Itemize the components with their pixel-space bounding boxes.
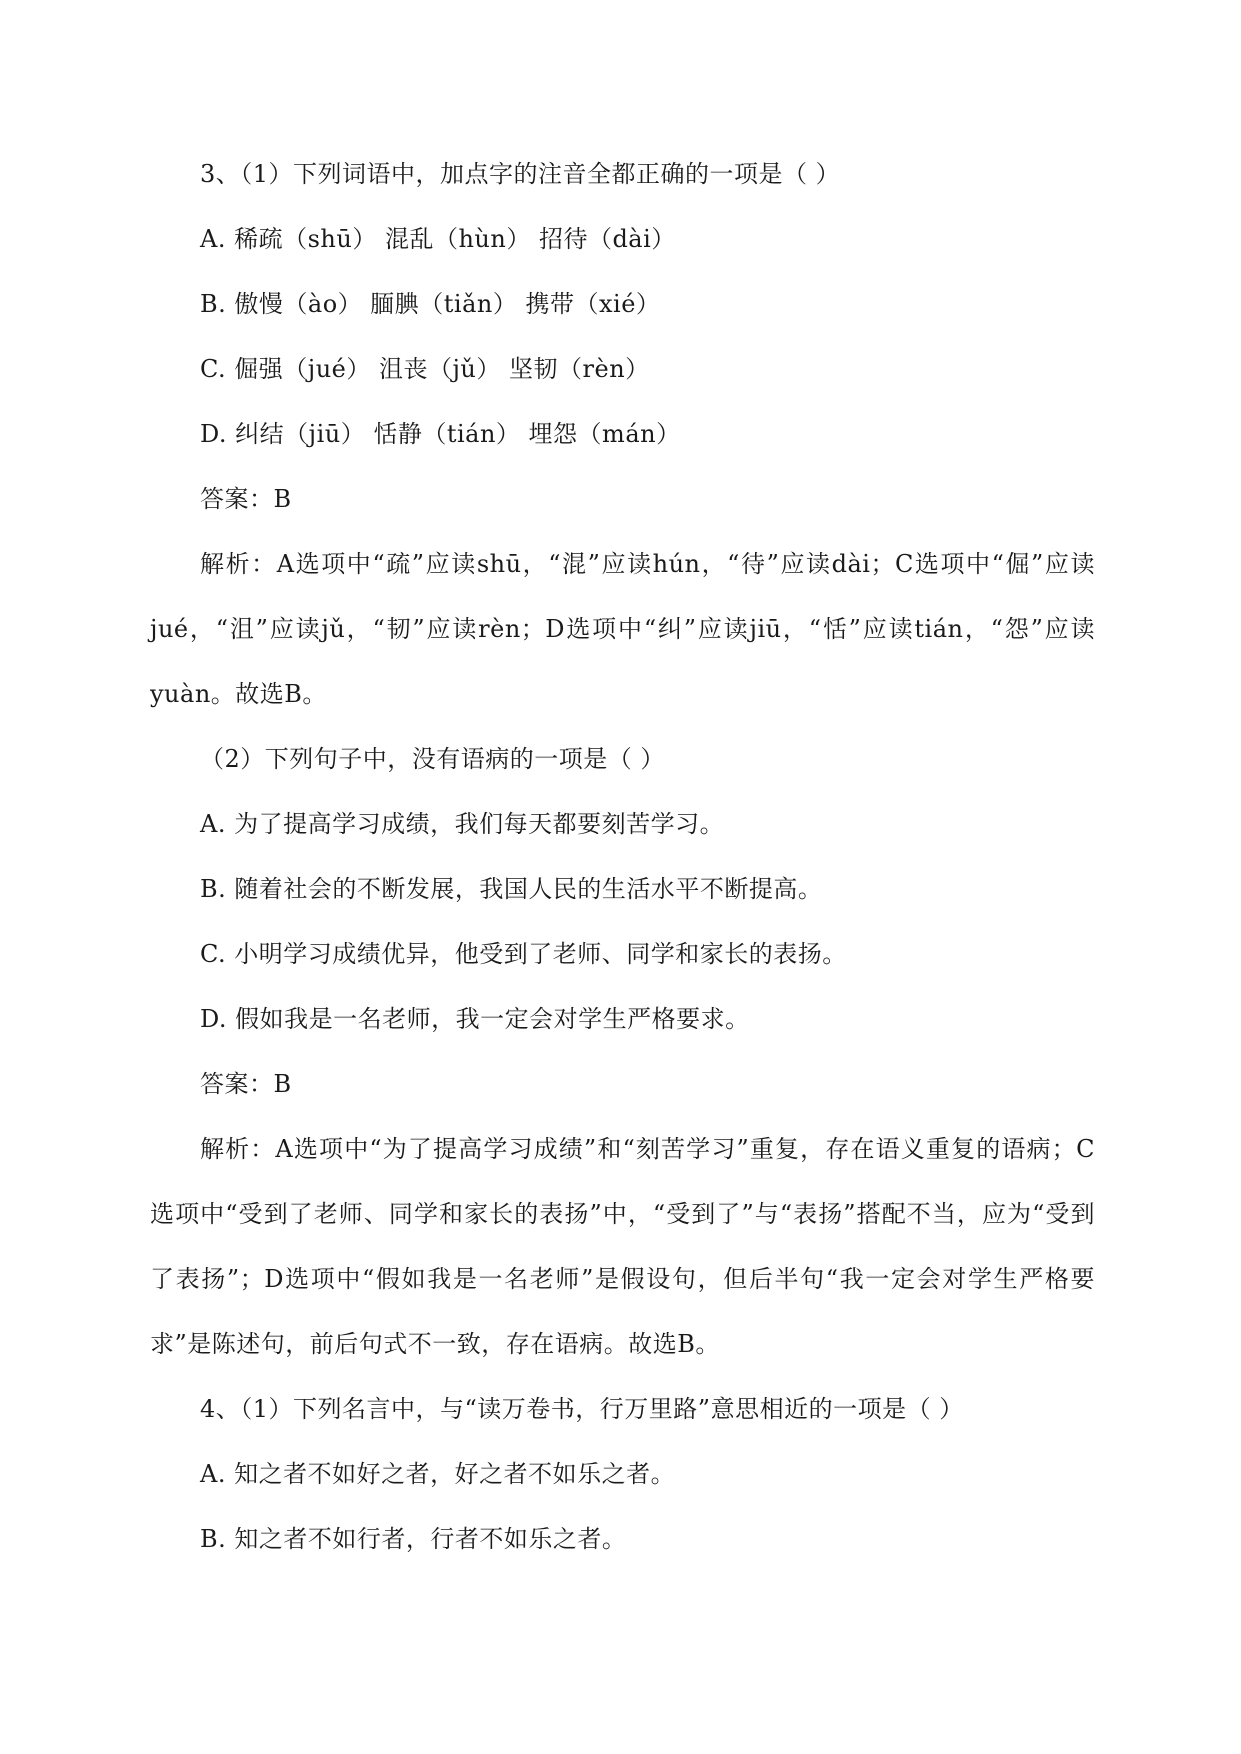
- document-content: [150, 142, 1095, 1572]
- q3-2-question: （2）下列句子中，没有语病的一项是（ ）: [200, 745, 665, 773]
- q4-1-question: 4、（1）下列名言中，与“读万卷书，行万里路”意思相近的一项是（ ）: [200, 1395, 964, 1423]
- q3-1-option-c: C. 倔强（jué） 沮丧（jǔ） 坚韧（rèn）: [200, 355, 650, 383]
- q3-1-question: 3、（1）下列词语中，加点字的注音全都正确的一项是（ ）: [200, 160, 841, 188]
- q4-1-option-b: B. 知之者不如行者，行者不如乐之者。: [200, 1525, 627, 1553]
- q3-2-option-a: A. 为了提高学习成绩，我们每天都要刻苦学习。: [200, 810, 725, 838]
- q3-2-option-c: C. 小明学习成绩优异，他受到了老师、同学和家长的表扬。: [200, 940, 847, 968]
- q3-2-analysis: 解析：A选项中“为了提高学习成绩”和“刻苦学习”重复，存在语义重复的语病；C选项中“受到了老师、同学和家长的表扬”中，“受到了”与“表扬”搭配不当，应为“受到了表扬”；D选项中“假如我是一名老师”是假设句，但后半句“我一定会对学生严格要求”是陈述句，前后句式不一致，存在语病。故选B。: [150, 1135, 1095, 1358]
- q3-2-option-d: D. 假如我是一名老师，我一定会对学生严格要求。: [200, 1005, 750, 1033]
- q4-1-option-a: A. 知之者不如好之者，好之者不如乐之者。: [200, 1460, 676, 1488]
- q3-2-option-b: B. 随着社会的不断发展，我国人民的生活水平不断提高。: [200, 875, 823, 903]
- q3-2-answer: 答案：B: [200, 1070, 292, 1098]
- q3-1-option-b: B. 傲慢（ào） 腼腆（tiǎn） 携带（xié）: [200, 290, 661, 318]
- q3-1-answer: 答案：B: [200, 485, 292, 513]
- q3-1-analysis: 解析：A选项中“疏”应读shū，“混”应读hún，“待”应读dài；C选项中“倔”应读jué，“沮”应读jǔ，“韧”应读rèn；D选项中“纠”应读jiū，“恬”应读tián，“怨”应读yuàn。故选B。: [150, 550, 1095, 708]
- q3-1-option-d: D. 纠结（jiū） 恬静（tián） 埋怨（mán）: [200, 420, 681, 448]
- q3-1-option-a: A. 稀疏（shū） 混乱（hùn） 招待（dài）: [200, 225, 676, 253]
